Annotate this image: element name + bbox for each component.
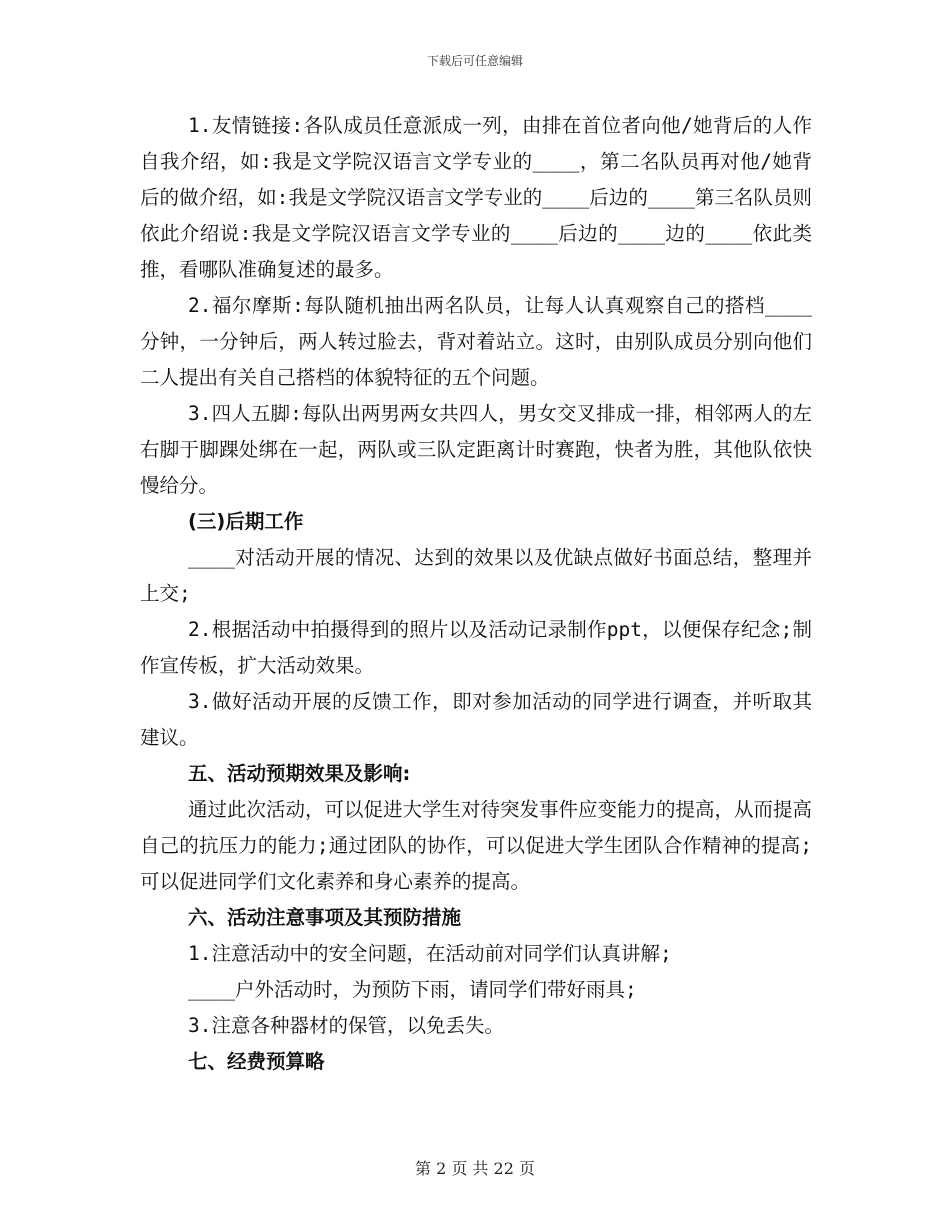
- paragraph-summary: ____对活动开展的情况、达到的效果以及优缺点做好书面总结，整理并上交;: [140, 546, 812, 605]
- paragraph-ppt: 2.根据活动中拍摄得到的照片以及活动记录制作ppt，以便保存纪念;制作宣传板，扩大活动效果。: [140, 618, 812, 677]
- section-heading-post-work: (三)后期工作: [188, 510, 304, 533]
- section-heading-precautions: 六、活动注意事项及其预防措施: [188, 906, 462, 929]
- document-body: [140, 108, 812, 1080]
- page-number: 第 2 页 共 22 页: [415, 1159, 535, 1178]
- paragraph-feedback: 3.做好活动开展的反馈工作，即对参加活动的同学进行调查，并听取其建议。: [140, 690, 812, 749]
- paragraph-equipment: 3.注意各种器材的保管，以免丢失。: [188, 1014, 504, 1037]
- paragraph-four-people-five-feet: 3.四人五脚:每队出两男两女共四人，男女交叉排成一排，相邻两人的左右脚于脚踝处绑在一起，两队或三队定距离计时赛跑，快者为胜，其他队依快慢给分。: [140, 402, 812, 497]
- paragraph-sherlock: 2.福尔摩斯:每队随机抽出两名队员，让每人认真观察自己的搭档____分钟，一分钟后，两人转过脸去，背对着站立。这时，由别队成员分别向他们二人提出有关自己搭档的体貌特征的五个问题。: [140, 294, 812, 389]
- paragraph-safety: 1.注意活动中的安全问题，在活动前对同学们认真讲解;: [188, 942, 672, 965]
- paragraph-friendship-link: 1.友情链接:各队成员任意派成一列，由排在首位者向他/她背后的人作自我介绍，如:我是文学院汉语言文学专业的____，第二名队员再对他/她背后的做介绍，如:我是文学院汉语言文学专业的____后边的____第三名队员则依此介绍说:我是文学院汉语言文学专业的____后边的____边的____依此类推，看哪队准确复述的最多。: [140, 114, 812, 281]
- paragraph-effects: 通过此次活动，可以促进大学生对待突发事件应变能力的提高，从而提高自己的抗压力的能力;通过团队的协作，可以促进大学生团队合作精神的提高;可以促进同学们文化素养和身心素养的提高。: [140, 798, 813, 893]
- paragraph-rain-gear: ____户外活动时，为预防下雨，请同学们带好雨具;: [188, 978, 637, 1001]
- section-heading-budget: 七、经费预算略: [188, 1050, 325, 1073]
- section-heading-expected-effects: 五、活动预期效果及影响:: [188, 762, 411, 785]
- page-header: 下载后可任意编辑: [426, 54, 523, 68]
